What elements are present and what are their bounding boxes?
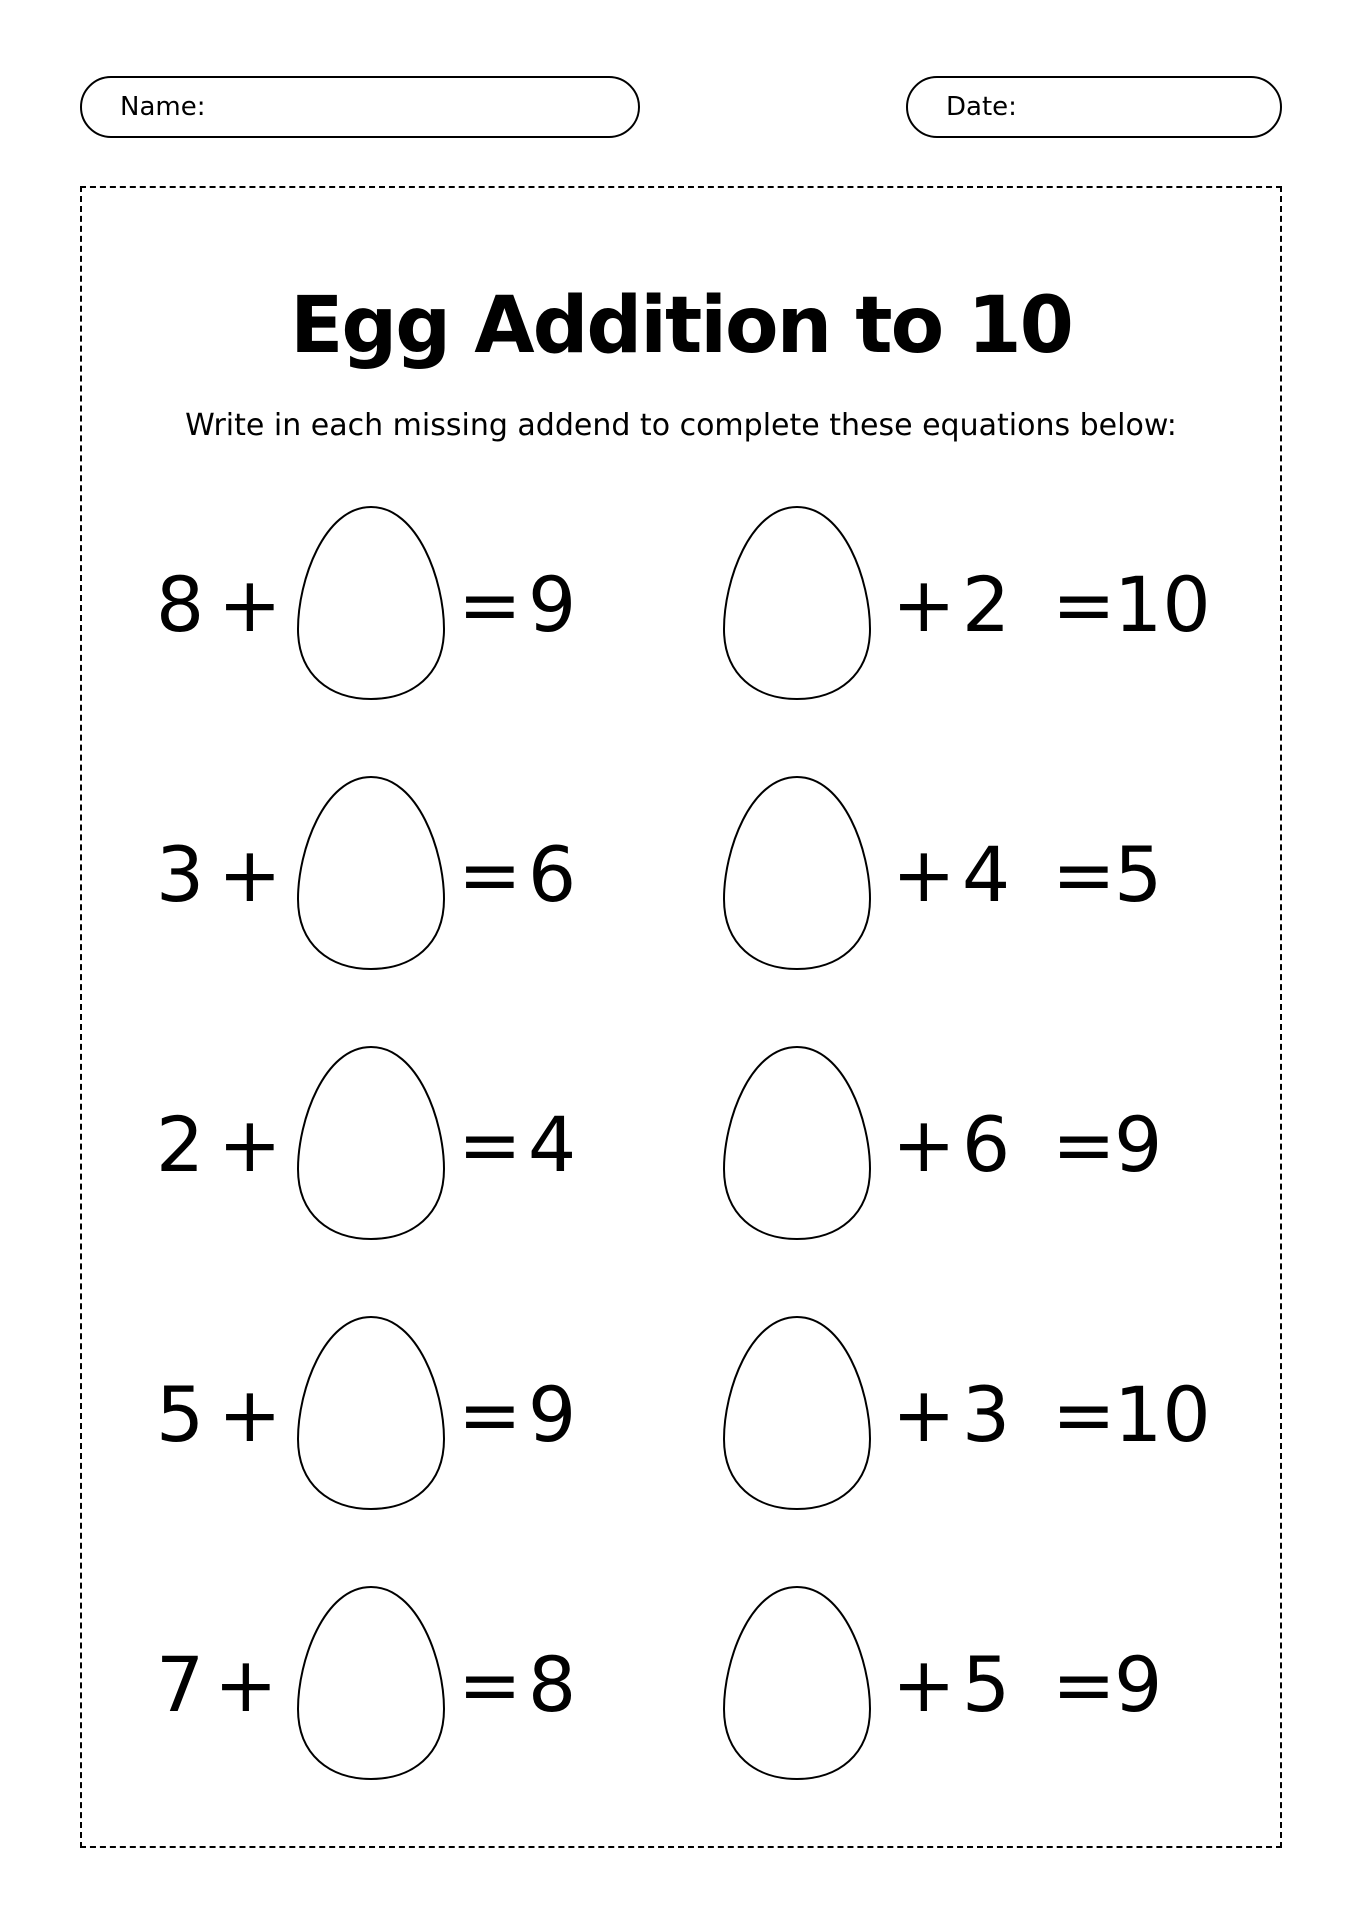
right-problem-3 <box>722 1045 1242 1245</box>
date-field[interactable] <box>906 76 1282 138</box>
sum: 4 <box>527 1100 577 1189</box>
equals-sign: = <box>458 1370 522 1459</box>
plus-sign: + <box>214 1640 278 1729</box>
egg-answer-box[interactable] <box>722 1315 872 1511</box>
left-problem-4 <box>150 1315 600 1515</box>
addend: 2 <box>155 1100 205 1189</box>
right-problem-2 <box>722 775 1242 975</box>
equals-sign: = <box>458 1100 522 1189</box>
egg-answer-box[interactable] <box>296 505 446 701</box>
plus-sign: + <box>218 1370 282 1459</box>
equals-sign: = <box>1052 1370 1116 1459</box>
left-problem-3 <box>150 1045 600 1245</box>
sum: 9 <box>527 560 577 649</box>
left-problem-5 <box>150 1585 600 1785</box>
left-problem-2 <box>150 775 600 975</box>
equals-sign: = <box>458 560 522 649</box>
equals-sign: = <box>458 830 522 919</box>
addend: 3 <box>961 1370 1011 1459</box>
addend: 2 <box>961 560 1011 649</box>
plus-sign: + <box>218 1100 282 1189</box>
equals-sign: = <box>1052 1640 1116 1729</box>
sum: 5 <box>1114 830 1163 919</box>
right-problem-1 <box>722 505 1242 705</box>
name-field[interactable] <box>80 76 640 138</box>
addend: 5 <box>961 1640 1011 1729</box>
egg-answer-box[interactable] <box>296 1315 446 1511</box>
egg-answer-box[interactable] <box>296 775 446 971</box>
addend: 5 <box>155 1370 205 1459</box>
worksheet-title: Egg Addition to 10 <box>290 281 1072 371</box>
egg-answer-box[interactable] <box>722 1045 872 1241</box>
plus-sign: + <box>892 1100 956 1189</box>
egg-answer-box[interactable] <box>722 1585 872 1781</box>
right-problem-5 <box>722 1585 1242 1785</box>
sum: 9 <box>527 1370 577 1459</box>
addend: 8 <box>155 560 205 649</box>
plus-sign: + <box>892 830 956 919</box>
plus-sign: + <box>892 1640 956 1729</box>
addend: 4 <box>961 830 1011 919</box>
equals-sign: = <box>1052 830 1116 919</box>
addend: 6 <box>961 1100 1011 1189</box>
egg-answer-box[interactable] <box>722 775 872 971</box>
equals-sign: = <box>458 1640 522 1729</box>
plus-sign: + <box>892 1370 956 1459</box>
egg-answer-box[interactable] <box>296 1585 446 1781</box>
name-label: Name: <box>120 92 206 122</box>
sum: 8 <box>527 1640 577 1729</box>
plus-sign: + <box>218 560 282 649</box>
equals-sign: = <box>1052 1100 1116 1189</box>
sum: 10 <box>1114 1370 1211 1459</box>
sum: 9 <box>1114 1640 1163 1729</box>
addend: 3 <box>155 830 205 919</box>
egg-answer-box[interactable] <box>296 1045 446 1241</box>
equals-sign: = <box>1052 560 1116 649</box>
addend: 7 <box>155 1640 205 1729</box>
worksheet-instructions: Write in each missing addend to complete these equations below: <box>185 408 1177 443</box>
plus-sign: + <box>218 830 282 919</box>
right-problem-4 <box>722 1315 1242 1515</box>
left-problem-1 <box>150 505 600 705</box>
date-label: Date: <box>946 92 1017 122</box>
egg-answer-box[interactable] <box>722 505 872 701</box>
sum: 10 <box>1114 560 1211 649</box>
plus-sign: + <box>892 560 956 649</box>
sum: 6 <box>527 830 577 919</box>
sum: 9 <box>1114 1100 1163 1189</box>
